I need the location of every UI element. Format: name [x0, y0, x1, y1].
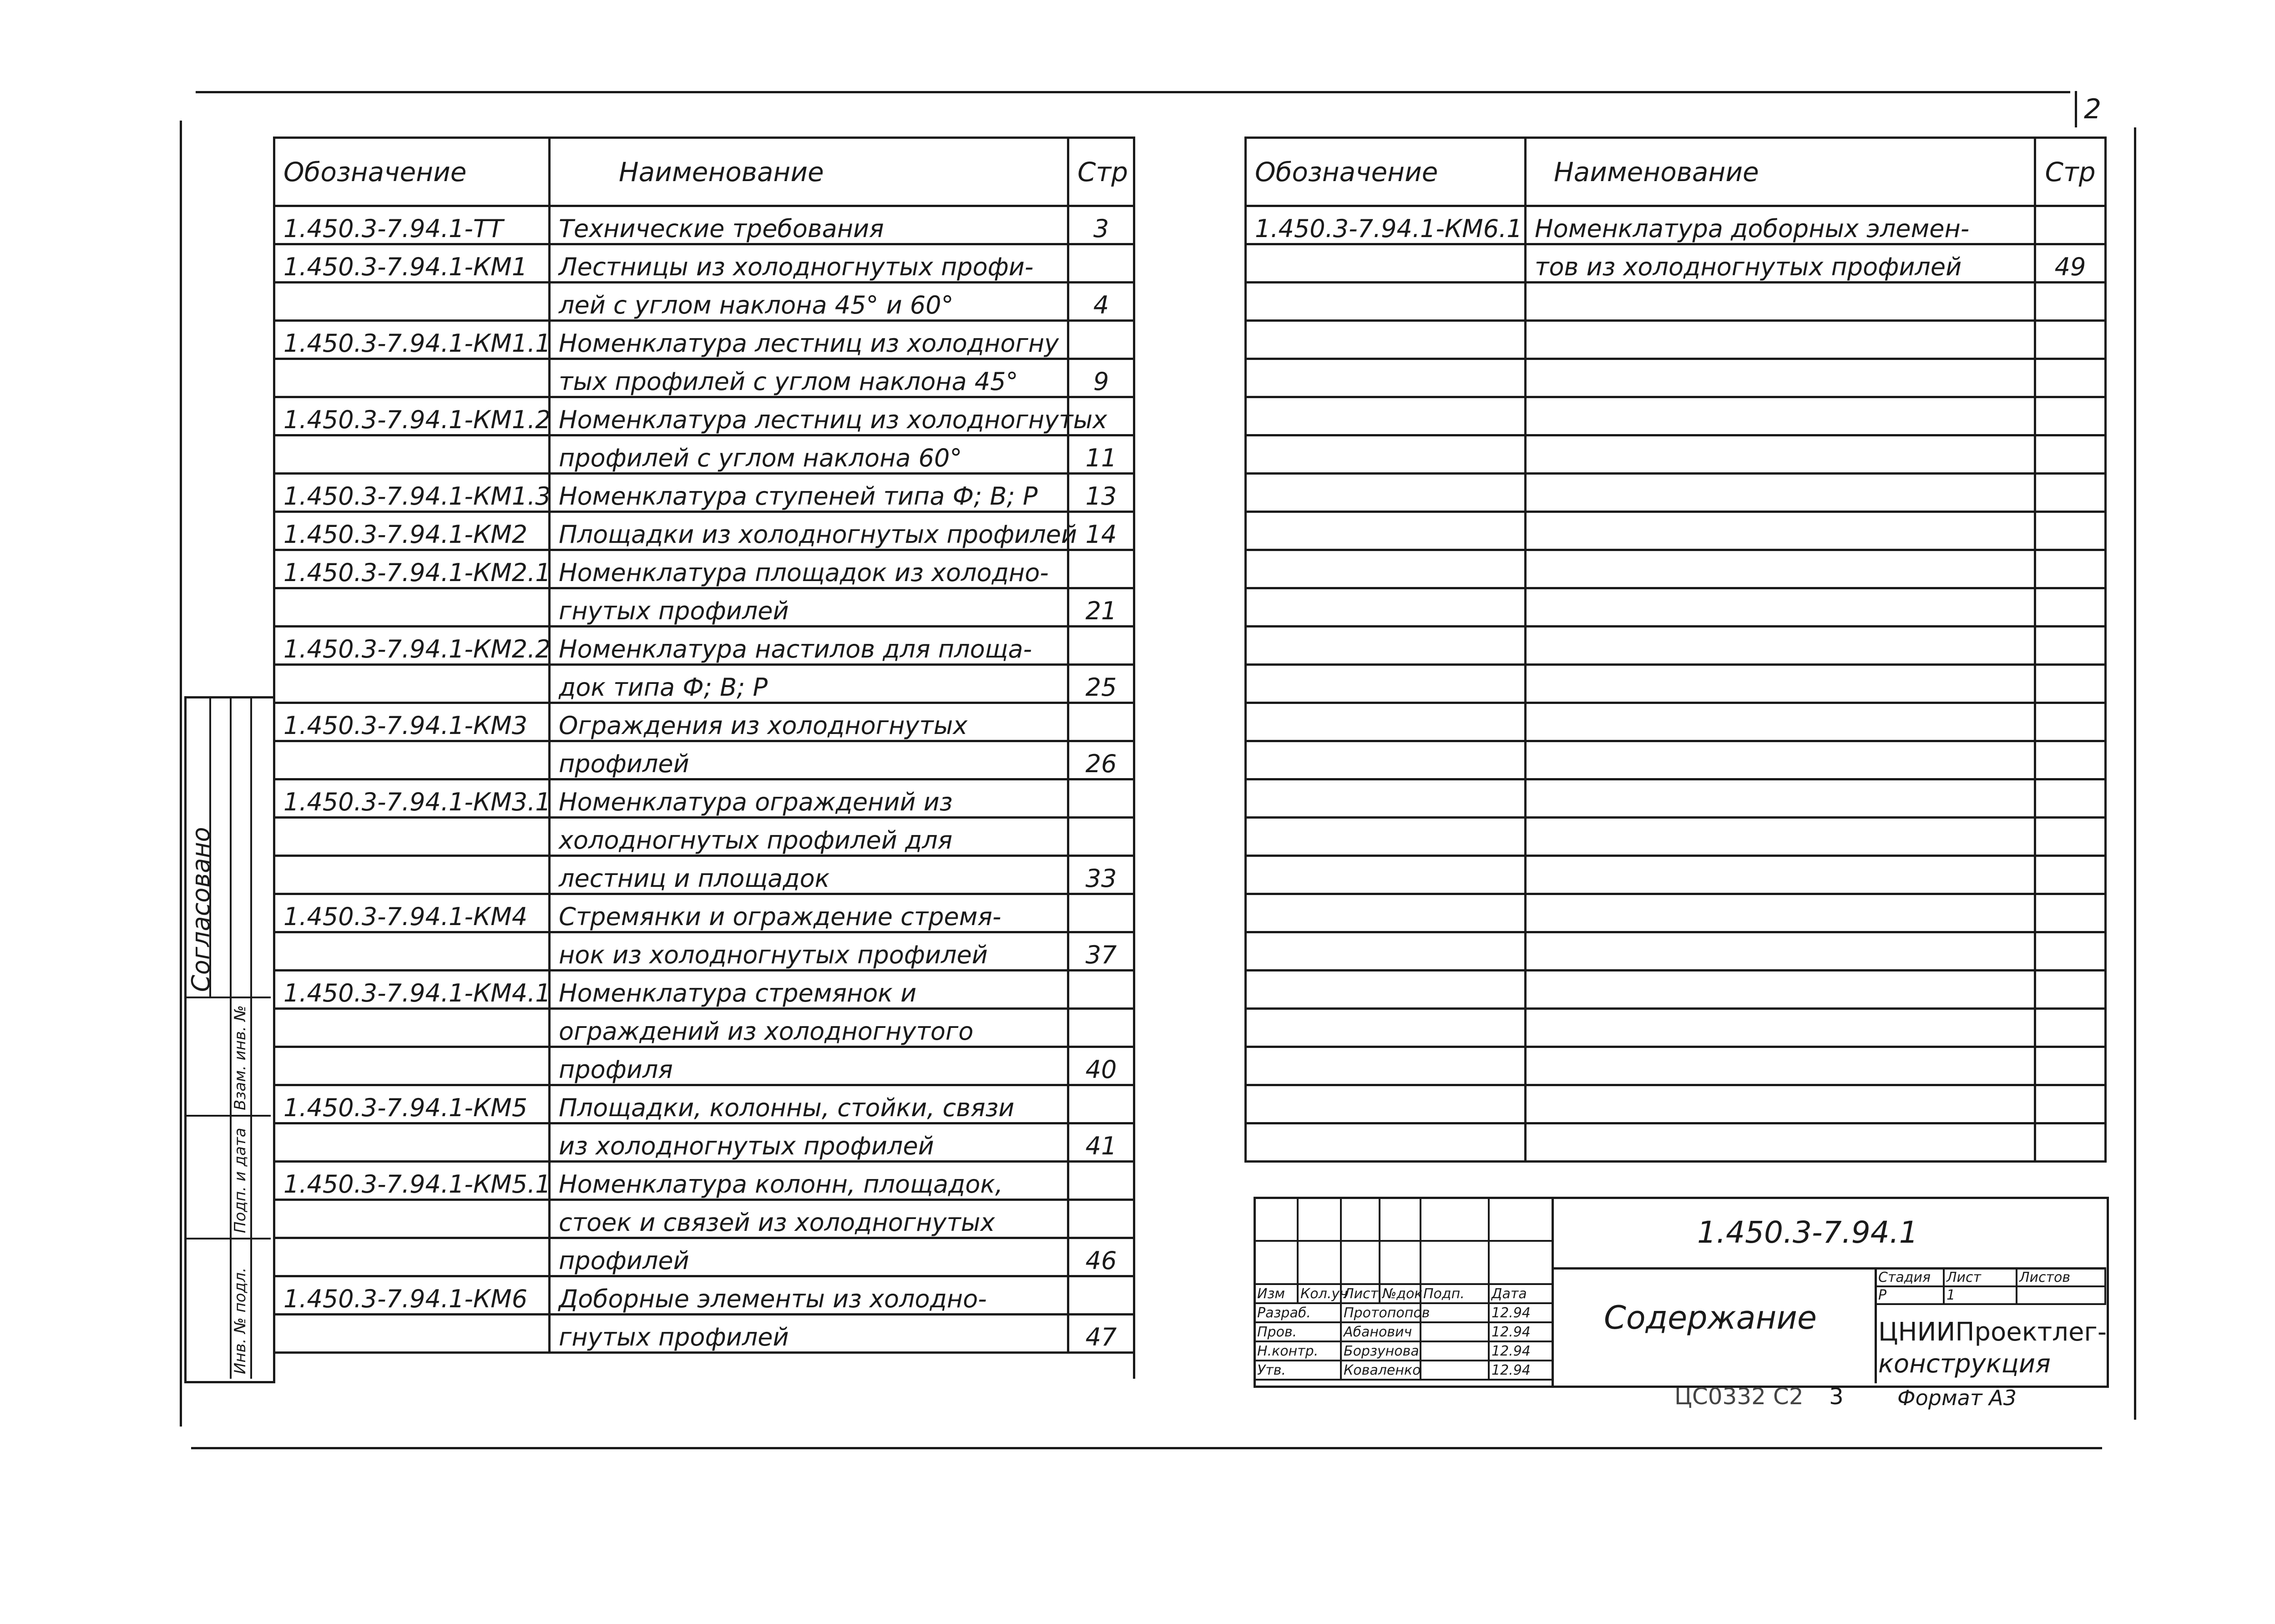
signature-name: Борзунова — [1341, 1341, 1421, 1361]
empty-cell — [2035, 932, 2106, 971]
empty-table-row — [1246, 627, 2106, 665]
page-cell — [2035, 206, 2106, 244]
contents-table-left — [273, 137, 1135, 1354]
signature-role: Утв. — [1254, 1361, 1341, 1380]
designation-cell: 1.450.3-7.94.1-КМ3.1 — [274, 779, 550, 818]
empty-cell — [1526, 1085, 2035, 1123]
table-row — [274, 1162, 1134, 1200]
signature-date: 12.94 — [1489, 1303, 1552, 1322]
empty-cell — [1526, 435, 2035, 474]
stamp-column-header: Подп. — [1421, 1284, 1489, 1303]
designation-cell: 1.450.3-7.94.1-ТТ — [274, 206, 550, 244]
table-row — [274, 971, 1134, 1009]
page-cell: 4 — [1068, 283, 1134, 321]
name-cell: Номенклатура ограждений из — [550, 779, 1068, 818]
stamp-column-header: Кол.уч — [1298, 1284, 1341, 1303]
empty-cell — [1246, 894, 1526, 932]
empty-cell — [2035, 818, 2106, 856]
empty-cell — [1526, 627, 2035, 665]
empty-cell — [2035, 588, 2106, 627]
name-cell: лестниц и площадок — [550, 856, 1068, 894]
name-cell: тых профилей с углом наклона 45° — [550, 359, 1068, 397]
empty-cell — [1246, 321, 1526, 359]
signature-table — [1254, 1197, 1553, 1381]
organization-name-2: конструкция — [1878, 1349, 2051, 1379]
table-row — [274, 779, 1134, 818]
page-cell — [1068, 971, 1134, 1009]
designation-cell — [274, 283, 550, 321]
name-cell: гнутых профилей — [550, 1315, 1068, 1353]
stamp-column-header: Дата — [1489, 1284, 1552, 1303]
table-row — [274, 932, 1134, 971]
stamp-column-header: Изм — [1254, 1284, 1298, 1303]
signature-role: Пров. — [1254, 1322, 1341, 1341]
sheet-label: Лист — [1944, 1268, 2017, 1286]
empty-cell — [2035, 435, 2106, 474]
page-cell — [1068, 321, 1134, 359]
name-cell: Ограждения из холодногнутых — [550, 703, 1068, 741]
stage-value: Р — [1876, 1286, 1944, 1304]
side-margin-hline-2 — [184, 1115, 271, 1117]
designation-cell — [274, 818, 550, 856]
page-cell — [1068, 779, 1134, 818]
empty-table-row — [1246, 1085, 2106, 1123]
empty-cell — [2035, 1009, 2106, 1047]
empty-table-row — [1246, 397, 2106, 435]
empty-cell — [1526, 856, 2035, 894]
inv-replace-label: Взам. инв. № — [231, 1005, 249, 1110]
empty-cell — [1246, 359, 1526, 397]
left-border-line — [180, 121, 182, 1427]
empty-table-row — [1246, 550, 2106, 588]
signature-name: Протопопов — [1341, 1303, 1421, 1322]
side-margin-hline-3 — [184, 1238, 271, 1240]
empty-cell — [1246, 1085, 1526, 1123]
name-cell: стоек и связей из холодногнутых — [550, 1200, 1068, 1238]
page-cell: 41 — [1068, 1123, 1134, 1162]
empty-cell — [1246, 856, 1526, 894]
empty-cell — [2035, 512, 2106, 550]
empty-cell — [2035, 1047, 2106, 1085]
name-cell: Доборные элементы из холодно- — [550, 1276, 1068, 1315]
designation-cell: 1.450.3-7.94.1-КМ4.1 — [274, 971, 550, 1009]
designation-cell — [274, 856, 550, 894]
empty-table-row — [1246, 779, 2106, 818]
designation-cell: 1.450.3-7.94.1-КМ1.3 — [274, 474, 550, 512]
signature-row — [1254, 1361, 1552, 1380]
empty-table-row — [1246, 1123, 2106, 1162]
table-row — [274, 741, 1134, 779]
signature-date: 12.94 — [1489, 1361, 1552, 1380]
signature-row — [1254, 1341, 1552, 1361]
designation-cell — [274, 1238, 550, 1276]
archive-code: ЦС0332 С2 — [1674, 1383, 1804, 1410]
name-cell: лей с углом наклона 45° и 60° — [550, 283, 1068, 321]
table-row — [274, 1200, 1134, 1238]
empty-cell — [2035, 283, 2106, 321]
empty-cell — [1526, 321, 2035, 359]
agreed-label: Согласовано — [187, 827, 215, 992]
table-row — [274, 435, 1134, 474]
empty-table-row — [1246, 321, 2106, 359]
empty-cell — [1526, 283, 2035, 321]
empty-cell — [1526, 932, 2035, 971]
empty-cell — [1246, 1123, 1526, 1162]
document-code: 1.450.3-7.94.1 — [1697, 1215, 1918, 1250]
empty-cell — [1246, 474, 1526, 512]
top-border-line — [196, 91, 2070, 93]
right-border-line — [2134, 127, 2136, 1420]
name-cell: Номенклатура лестниц из холодногну — [550, 321, 1068, 359]
header-designation: Обозначение — [274, 138, 550, 206]
designation-cell: 1.450.3-7.94.1-КМ2.2 — [274, 627, 550, 665]
stamp-column-header: Лист — [1341, 1284, 1380, 1303]
designation-cell — [274, 1009, 550, 1047]
designation-cell — [274, 1123, 550, 1162]
empty-table-row — [1246, 741, 2106, 779]
table-row — [274, 1238, 1134, 1276]
page-cell: 37 — [1068, 932, 1134, 971]
empty-cell — [1526, 588, 2035, 627]
page-cell: 26 — [1068, 741, 1134, 779]
empty-cell — [1246, 550, 1526, 588]
name-cell: из холодногнутых профилей — [550, 1123, 1068, 1162]
organization-name-1: ЦНИИПроектлег- — [1878, 1317, 2107, 1347]
empty-cell — [2035, 397, 2106, 435]
table-row — [274, 665, 1134, 703]
empty-cell — [1246, 779, 1526, 818]
header-name: Наименование — [550, 138, 1068, 206]
empty-cell — [1526, 779, 2035, 818]
page-cell — [1068, 703, 1134, 741]
empty-cell — [1526, 1123, 2035, 1162]
designation-cell — [274, 359, 550, 397]
name-cell: гнутых профилей — [550, 588, 1068, 627]
empty-cell — [2035, 1123, 2106, 1162]
empty-cell — [1246, 932, 1526, 971]
designation-cell — [274, 741, 550, 779]
table-row — [274, 588, 1134, 627]
designation-cell — [1246, 244, 1526, 283]
empty-table-row — [1246, 359, 2106, 397]
empty-cell — [1246, 397, 1526, 435]
page-cell — [1068, 1200, 1134, 1238]
empty-cell — [1526, 397, 2035, 435]
signature-row — [1254, 1322, 1552, 1341]
table-row — [1246, 244, 2106, 283]
designation-cell: 1.450.3-7.94.1-КМ6.1 — [1246, 206, 1526, 244]
table-row — [274, 894, 1134, 932]
empty-cell — [1526, 474, 2035, 512]
name-cell: Технические требования — [550, 206, 1068, 244]
designation-cell: 1.450.3-7.94.1-КМ5 — [274, 1085, 550, 1123]
name-cell: профилей — [550, 741, 1068, 779]
side-margin-divider-3 — [250, 696, 252, 1379]
empty-cell — [2035, 550, 2106, 588]
empty-cell — [1526, 665, 2035, 703]
empty-cell — [1246, 588, 1526, 627]
header-name-right: Наименование — [1526, 138, 2035, 206]
name-cell: Номенклатура колонн, площадок, — [550, 1162, 1068, 1200]
empty-cell — [2035, 741, 2106, 779]
name-cell: Номенклатура лестниц из холодногнутых — [550, 397, 1068, 435]
empty-table-row — [1246, 283, 2106, 321]
empty-cell — [2035, 779, 2106, 818]
empty-cell — [1526, 359, 2035, 397]
table-row — [274, 321, 1134, 359]
table-row — [274, 1085, 1134, 1123]
empty-cell — [1246, 627, 1526, 665]
name-cell: ограждений из холодногнутого — [550, 1009, 1068, 1047]
sheet-number-divider — [2075, 91, 2077, 127]
empty-cell — [2035, 703, 2106, 741]
table-row — [274, 474, 1134, 512]
empty-cell — [1246, 1047, 1526, 1085]
document-title: Содержание — [1604, 1299, 1817, 1336]
empty-table-row — [1246, 856, 2106, 894]
empty-cell — [1526, 703, 2035, 741]
designation-cell: 1.450.3-7.94.1-КМ6 — [274, 1276, 550, 1315]
signature-date: 12.94 — [1489, 1322, 1552, 1341]
table-row — [274, 818, 1134, 856]
designation-cell — [274, 588, 550, 627]
name-cell: профилей с углом наклона 60° — [550, 435, 1068, 474]
designation-cell — [274, 1047, 550, 1085]
page-cell: 11 — [1068, 435, 1134, 474]
empty-table-row — [1246, 971, 2106, 1009]
sheet-number: 2 — [2084, 93, 2102, 125]
page-cell: 13 — [1068, 474, 1134, 512]
designation-cell — [274, 665, 550, 703]
table-row — [274, 1047, 1134, 1085]
signature-role: Н.контр. — [1254, 1341, 1341, 1361]
name-cell: тов из холодногнутых профилей — [1526, 244, 2035, 283]
page-cell — [1068, 818, 1134, 856]
table-row — [274, 359, 1134, 397]
inv-original-label: Инв. № подл. — [231, 1267, 249, 1374]
table-row — [274, 856, 1134, 894]
page-cell: 3 — [1068, 206, 1134, 244]
name-cell: Номенклатура площадок из холодно- — [550, 550, 1068, 588]
table-row — [274, 1123, 1134, 1162]
empty-cell — [1526, 1009, 2035, 1047]
empty-cell — [2035, 474, 2106, 512]
page-cell — [1068, 244, 1134, 283]
name-cell: Площадки, колонны, стойки, связи — [550, 1085, 1068, 1123]
page-cell — [1068, 550, 1134, 588]
signature-date: 12.94 — [1489, 1341, 1552, 1361]
bottom-border-line — [191, 1447, 2102, 1449]
signature-row — [1254, 1303, 1552, 1322]
empty-cell — [1246, 283, 1526, 321]
empty-cell — [1246, 818, 1526, 856]
page-cell: 25 — [1068, 665, 1134, 703]
stamp-column-header: №док — [1380, 1284, 1421, 1303]
table-row — [1246, 206, 2106, 244]
empty-cell — [1246, 512, 1526, 550]
signature-mark — [1421, 1303, 1489, 1322]
empty-cell — [2035, 627, 2106, 665]
table-row — [274, 244, 1134, 283]
designation-cell: 1.450.3-7.94.1-КМ1 — [274, 244, 550, 283]
center-spine-line — [1133, 137, 1135, 1379]
page-cell: 9 — [1068, 359, 1134, 397]
page-cell — [1068, 1162, 1134, 1200]
designation-cell: 1.450.3-7.94.1-КМ3 — [274, 703, 550, 741]
page-cell — [1068, 1009, 1134, 1047]
designation-cell: 1.450.3-7.94.1-КМ2.1 — [274, 550, 550, 588]
page-cell: 47 — [1068, 1315, 1134, 1353]
page-cell: 14 — [1068, 512, 1134, 550]
table-row — [274, 512, 1134, 550]
page-cell: 33 — [1068, 856, 1134, 894]
empty-cell — [2035, 1085, 2106, 1123]
table-row — [274, 703, 1134, 741]
designation-cell: 1.450.3-7.94.1-КМ4 — [274, 894, 550, 932]
stage-table — [1875, 1267, 2106, 1305]
page-cell: 46 — [1068, 1238, 1134, 1276]
signature-mark — [1421, 1341, 1489, 1361]
signature-mark — [1421, 1361, 1489, 1380]
name-cell: Лестницы из холодногнутых профи- — [550, 244, 1068, 283]
empty-cell — [1246, 1009, 1526, 1047]
name-cell: док типа Ф; В; Р — [550, 665, 1068, 703]
empty-cell — [2035, 856, 2106, 894]
empty-cell — [1246, 741, 1526, 779]
empty-table-row — [1246, 512, 2106, 550]
table-row — [274, 1276, 1134, 1315]
table-row — [274, 1009, 1134, 1047]
page-cell: 21 — [1068, 588, 1134, 627]
empty-cell — [1526, 818, 2035, 856]
signature-date-label: Подп. и дата — [231, 1128, 249, 1233]
empty-cell — [1526, 550, 2035, 588]
sheet-value: 1 — [1944, 1286, 2017, 1304]
page-cell — [1068, 894, 1134, 932]
designation-cell — [274, 932, 550, 971]
empty-cell — [2035, 321, 2106, 359]
table-row — [274, 206, 1134, 244]
name-cell: профиля — [550, 1047, 1068, 1085]
empty-cell — [2035, 665, 2106, 703]
designation-cell: 1.450.3-7.94.1-КМ2 — [274, 512, 550, 550]
signature-mark — [1421, 1322, 1489, 1341]
empty-cell — [2035, 894, 2106, 932]
signature-name: Коваленко — [1341, 1361, 1421, 1380]
name-cell: Площадки из холодногнутых профилей — [550, 512, 1068, 550]
contents-table-right — [1244, 137, 2107, 1163]
header-designation-right: Обозначение — [1246, 138, 1526, 206]
empty-table-row — [1246, 1009, 2106, 1047]
empty-table-row — [1246, 1047, 2106, 1085]
table-row — [274, 550, 1134, 588]
empty-cell — [1526, 512, 2035, 550]
empty-table-row — [1246, 818, 2106, 856]
name-cell: Стремянки и ограждение стремя- — [550, 894, 1068, 932]
empty-cell — [1246, 703, 1526, 741]
signature-role: Разраб. — [1254, 1303, 1341, 1322]
name-cell: нок из холодногнутых профилей — [550, 932, 1068, 971]
name-cell: Номенклатура стремянок и — [550, 971, 1068, 1009]
format-label: Формат А3 — [1897, 1386, 2017, 1410]
table-row — [274, 1315, 1134, 1353]
table-row — [274, 397, 1134, 435]
empty-cell — [1526, 1047, 2035, 1085]
empty-table-row — [1246, 703, 2106, 741]
empty-cell — [1526, 741, 2035, 779]
header-page: Стр — [1068, 138, 1134, 206]
side-margin-hline-1 — [184, 997, 271, 998]
empty-cell — [1526, 894, 2035, 932]
page-cell: 40 — [1068, 1047, 1134, 1085]
name-cell: Номенклатура ступеней типа Ф; В; Р — [550, 474, 1068, 512]
empty-table-row — [1246, 665, 2106, 703]
page-cell — [1068, 627, 1134, 665]
empty-cell — [1246, 665, 1526, 703]
sheets-label: Листов — [2017, 1268, 2105, 1286]
empty-cell — [2035, 971, 2106, 1009]
page-cell — [1068, 1085, 1134, 1123]
empty-cell — [1246, 971, 1526, 1009]
designation-cell: 1.450.3-7.94.1-КМ1.2 — [274, 397, 550, 435]
empty-table-row — [1246, 932, 2106, 971]
empty-table-row — [1246, 588, 2106, 627]
stage-label: Стадия — [1876, 1268, 1944, 1286]
name-cell: профилей — [550, 1238, 1068, 1276]
designation-cell: 1.450.3-7.94.1-КМ1.1 — [274, 321, 550, 359]
signature-name: Абанович — [1341, 1322, 1421, 1341]
empty-cell — [2035, 359, 2106, 397]
empty-cell — [1526, 971, 2035, 1009]
designation-cell: 1.450.3-7.94.1-КМ5.1 — [274, 1162, 550, 1200]
designation-cell — [274, 1315, 550, 1353]
empty-cell — [1246, 435, 1526, 474]
empty-table-row — [1246, 474, 2106, 512]
designation-cell — [274, 435, 550, 474]
empty-table-row — [1246, 894, 2106, 932]
page-cell: 49 — [2035, 244, 2106, 283]
name-cell: Номенклатура доборных элемен- — [1526, 206, 2035, 244]
table-row — [274, 283, 1134, 321]
empty-table-row — [1246, 435, 2106, 474]
table-row — [274, 627, 1134, 665]
header-page-right: Стр — [2035, 138, 2106, 206]
page-cell — [1068, 1276, 1134, 1315]
name-cell: холодногнутых профилей для — [550, 818, 1068, 856]
name-cell: Номенклатура настилов для площа- — [550, 627, 1068, 665]
designation-cell — [274, 1200, 550, 1238]
copy-number: 3 — [1829, 1383, 1844, 1410]
